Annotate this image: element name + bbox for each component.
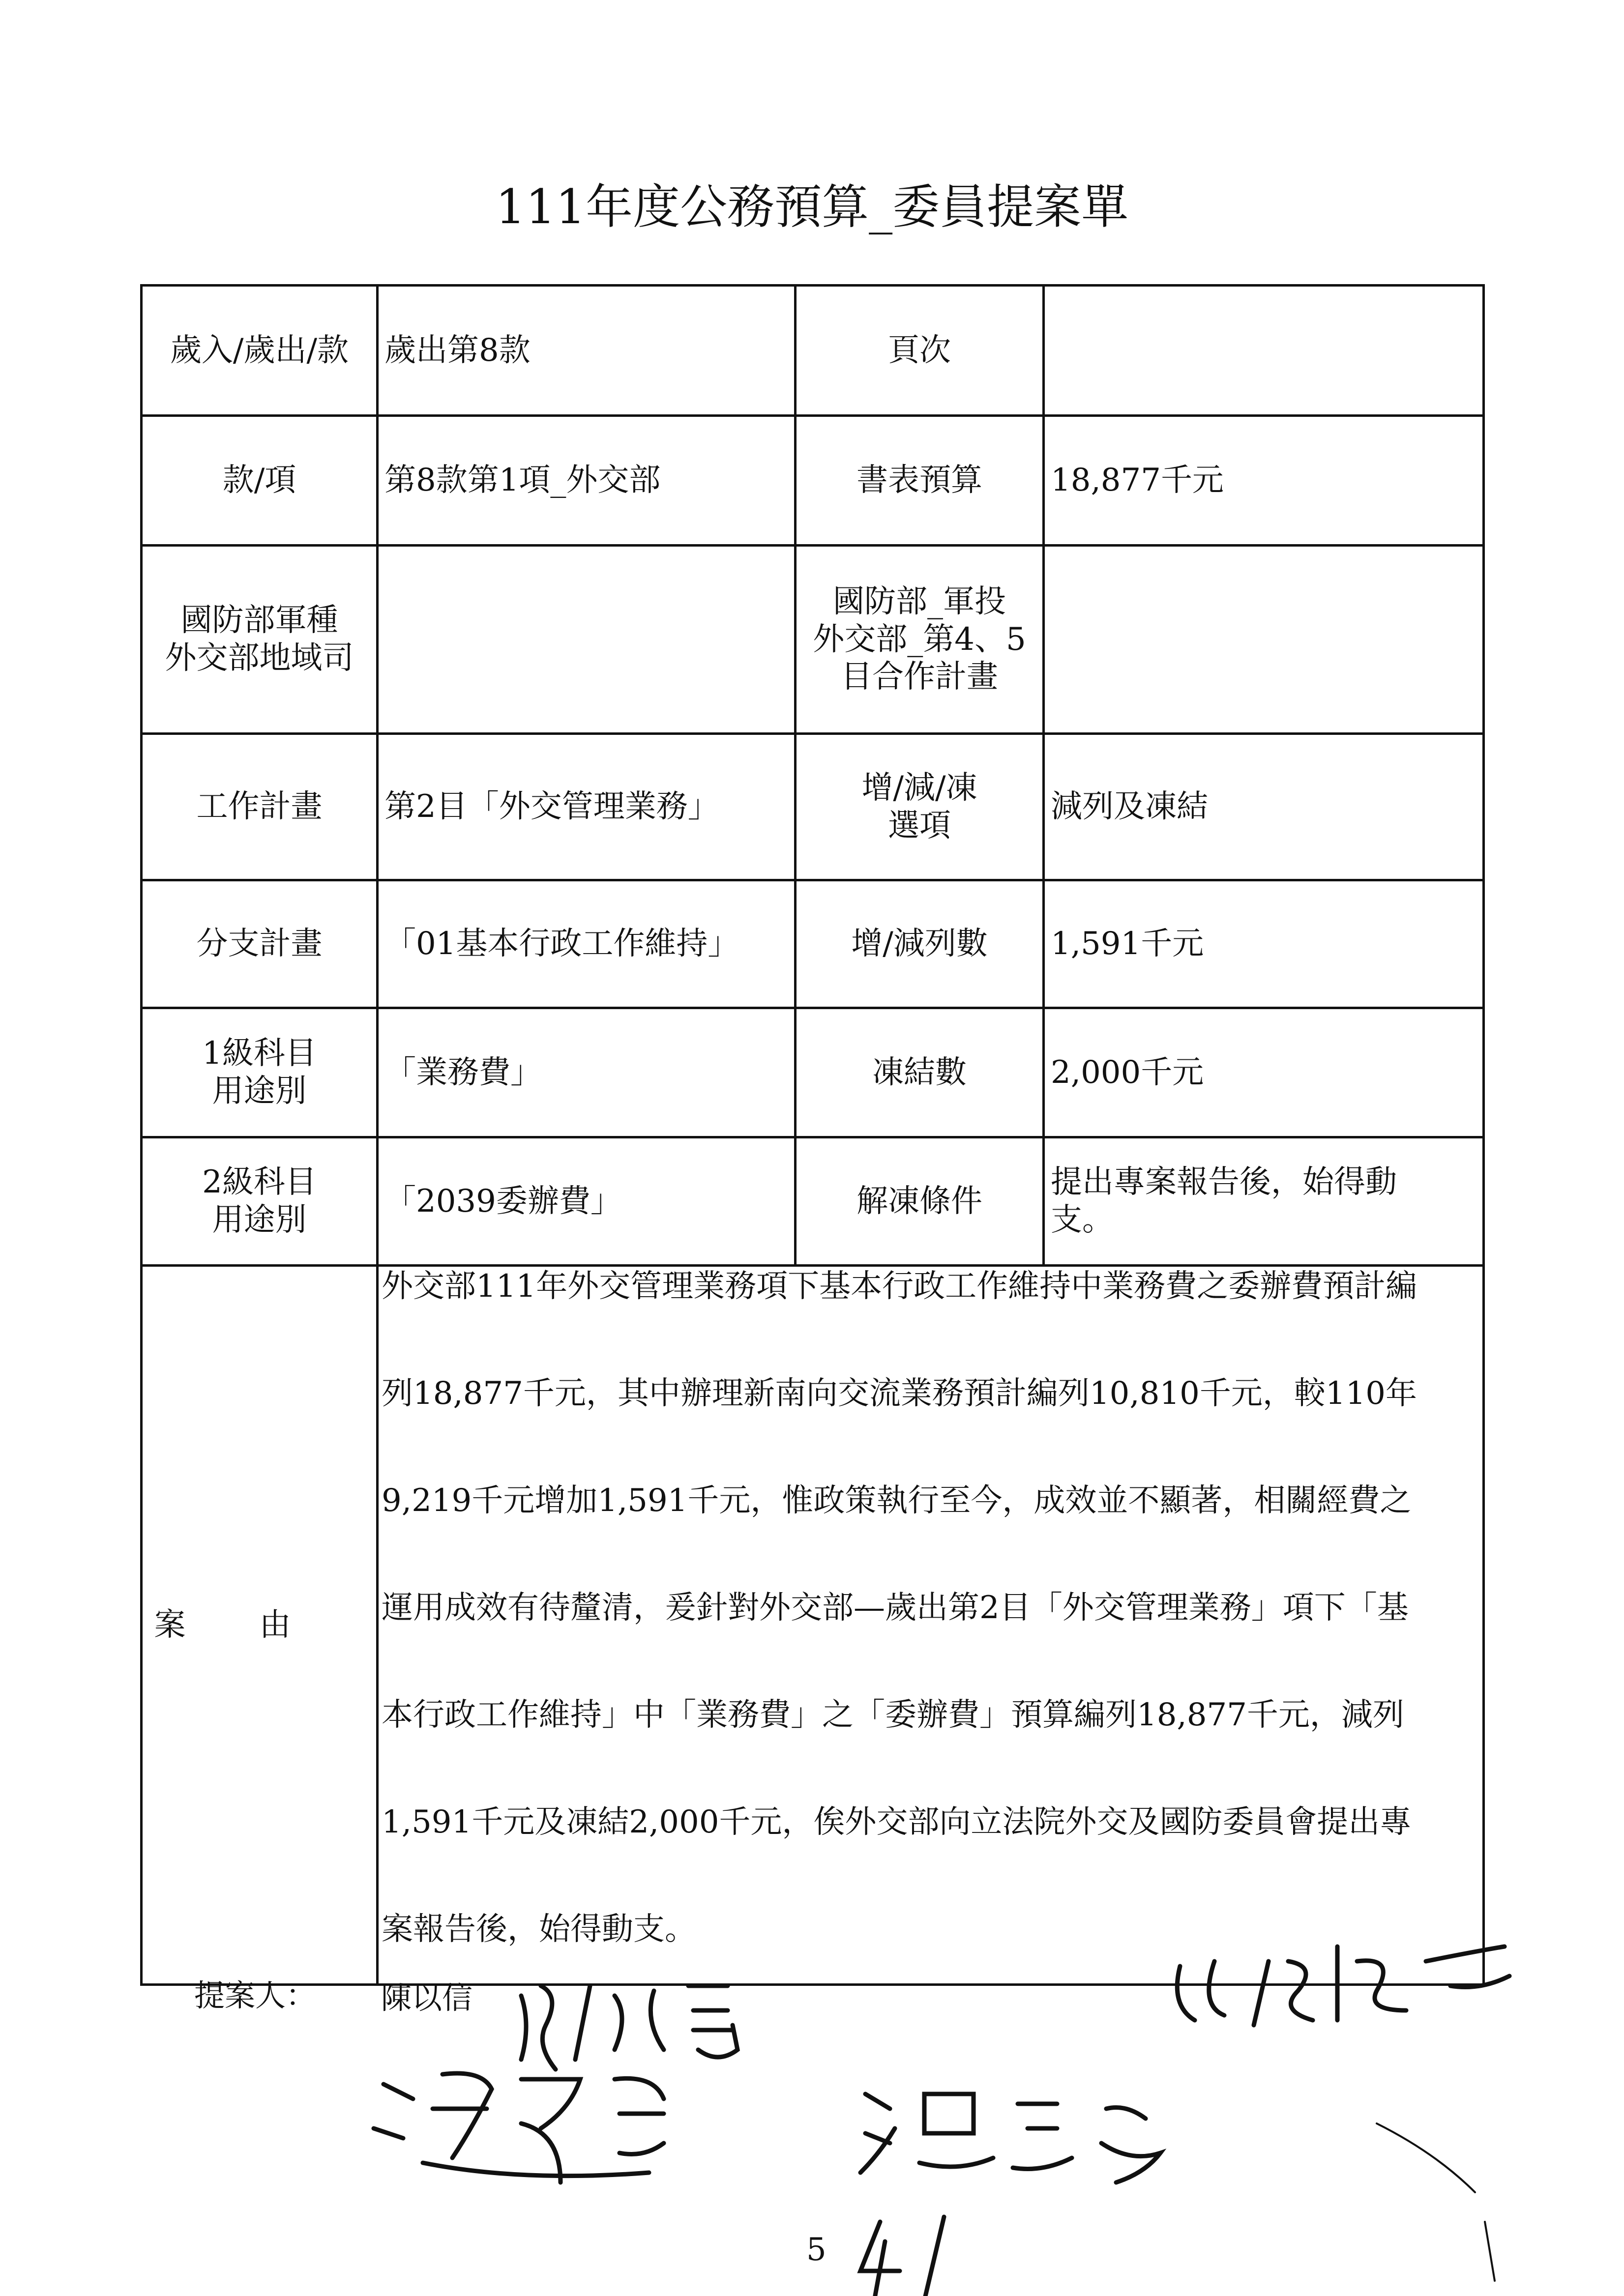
field-value: 第8款第1項_外交部 — [378, 416, 796, 546]
label-line: 選項 — [888, 807, 951, 844]
label-line: 用途別 — [212, 1073, 307, 1109]
field-value: 18,877千元 — [1044, 416, 1484, 546]
signature-3 — [374, 2073, 664, 2182]
case-line-text: 9,219千元增加1,591千元，惟政策執行至今，成效並不顯著，相關經費之 — [382, 1482, 1412, 1519]
field-label: 書表預算 — [796, 416, 1044, 546]
label-line: 1級科目 — [202, 1035, 317, 1072]
field-value: 2,000千元 — [1044, 1008, 1484, 1137]
page-title: 111年度公務預算_委員提案單 — [495, 179, 1129, 234]
label-line: 外交部_第4、5 — [813, 621, 1026, 658]
value-line: 提出專案報告後，始得動 — [1051, 1164, 1397, 1201]
field-label: 凍結數 — [796, 1008, 1044, 1137]
case-label: 案由 — [142, 1266, 378, 1985]
proposer-name: 陳以信 — [381, 1980, 473, 2016]
label-line: 國防部軍種 — [180, 602, 338, 639]
case-line-text: 列18,877千元，其中辦理新南向交流業務預計編列10,810千元，較110年 — [382, 1375, 1417, 1412]
case-line-text: 案報告後，始得動支。 — [382, 1911, 696, 1947]
field-value: 歲出第8款 — [378, 286, 796, 416]
field-label: 工作計畫 — [142, 734, 378, 880]
label-line: 2級科目 — [202, 1164, 317, 1201]
field-value: 「01基本行政工作維持」 — [378, 880, 796, 1008]
case-line-text: 運用成效有待釐清，爰針對外交部—歲出第2目「外交管理業務」項下「基 — [382, 1590, 1409, 1626]
field-label: 款/項 — [142, 416, 378, 546]
stray-mark — [1377, 2123, 1495, 2281]
field-value: 1,591千元 — [1044, 880, 1484, 1008]
field-value: 第2目「外交管理業務」 — [378, 734, 796, 880]
field-label: 分支計畫 — [142, 880, 378, 1008]
signature-2 — [1177, 1947, 1509, 2025]
signature-4 — [860, 2094, 1160, 2182]
field-value: 「業務費」 — [378, 1008, 796, 1137]
label-line: 國防部_軍投 — [833, 583, 1006, 620]
value-line: 支。 — [1051, 1202, 1114, 1238]
label-line: 用途別 — [212, 1202, 307, 1238]
case-line-text: 1,591千元及凍結2,000千元，俟外交部向立法院外交及國防委員會提出專 — [382, 1804, 1412, 1840]
field-label: 歲入/歲出/款 — [142, 286, 378, 416]
field-label: 解凍條件 — [796, 1137, 1044, 1266]
label-line: 外交部地域司 — [165, 640, 354, 676]
page-mark-41 — [860, 2217, 944, 2296]
label-line: 目合作計畫 — [841, 659, 998, 696]
field-label: 頁次 — [796, 286, 1044, 416]
field-label: 增/減列數 — [796, 880, 1044, 1008]
field-value: 「2039委辦費」 — [378, 1137, 796, 1266]
page-number: 5 — [806, 2232, 827, 2268]
case-line-text: 本行政工作維持」中「業務費」之「委辦費」預算編列18,877千元，減列 — [382, 1697, 1404, 1733]
field-value: 減列及凍結 — [1044, 734, 1484, 880]
case-line-text: 外交部111年外交管理業務項下基本行政工作維持中業務費之委辦費預計編 — [382, 1268, 1417, 1305]
proposer-label: 提案人： — [194, 1977, 317, 2013]
label-line: 增/減/凍 — [861, 769, 977, 806]
signature-1 — [521, 1986, 738, 2069]
